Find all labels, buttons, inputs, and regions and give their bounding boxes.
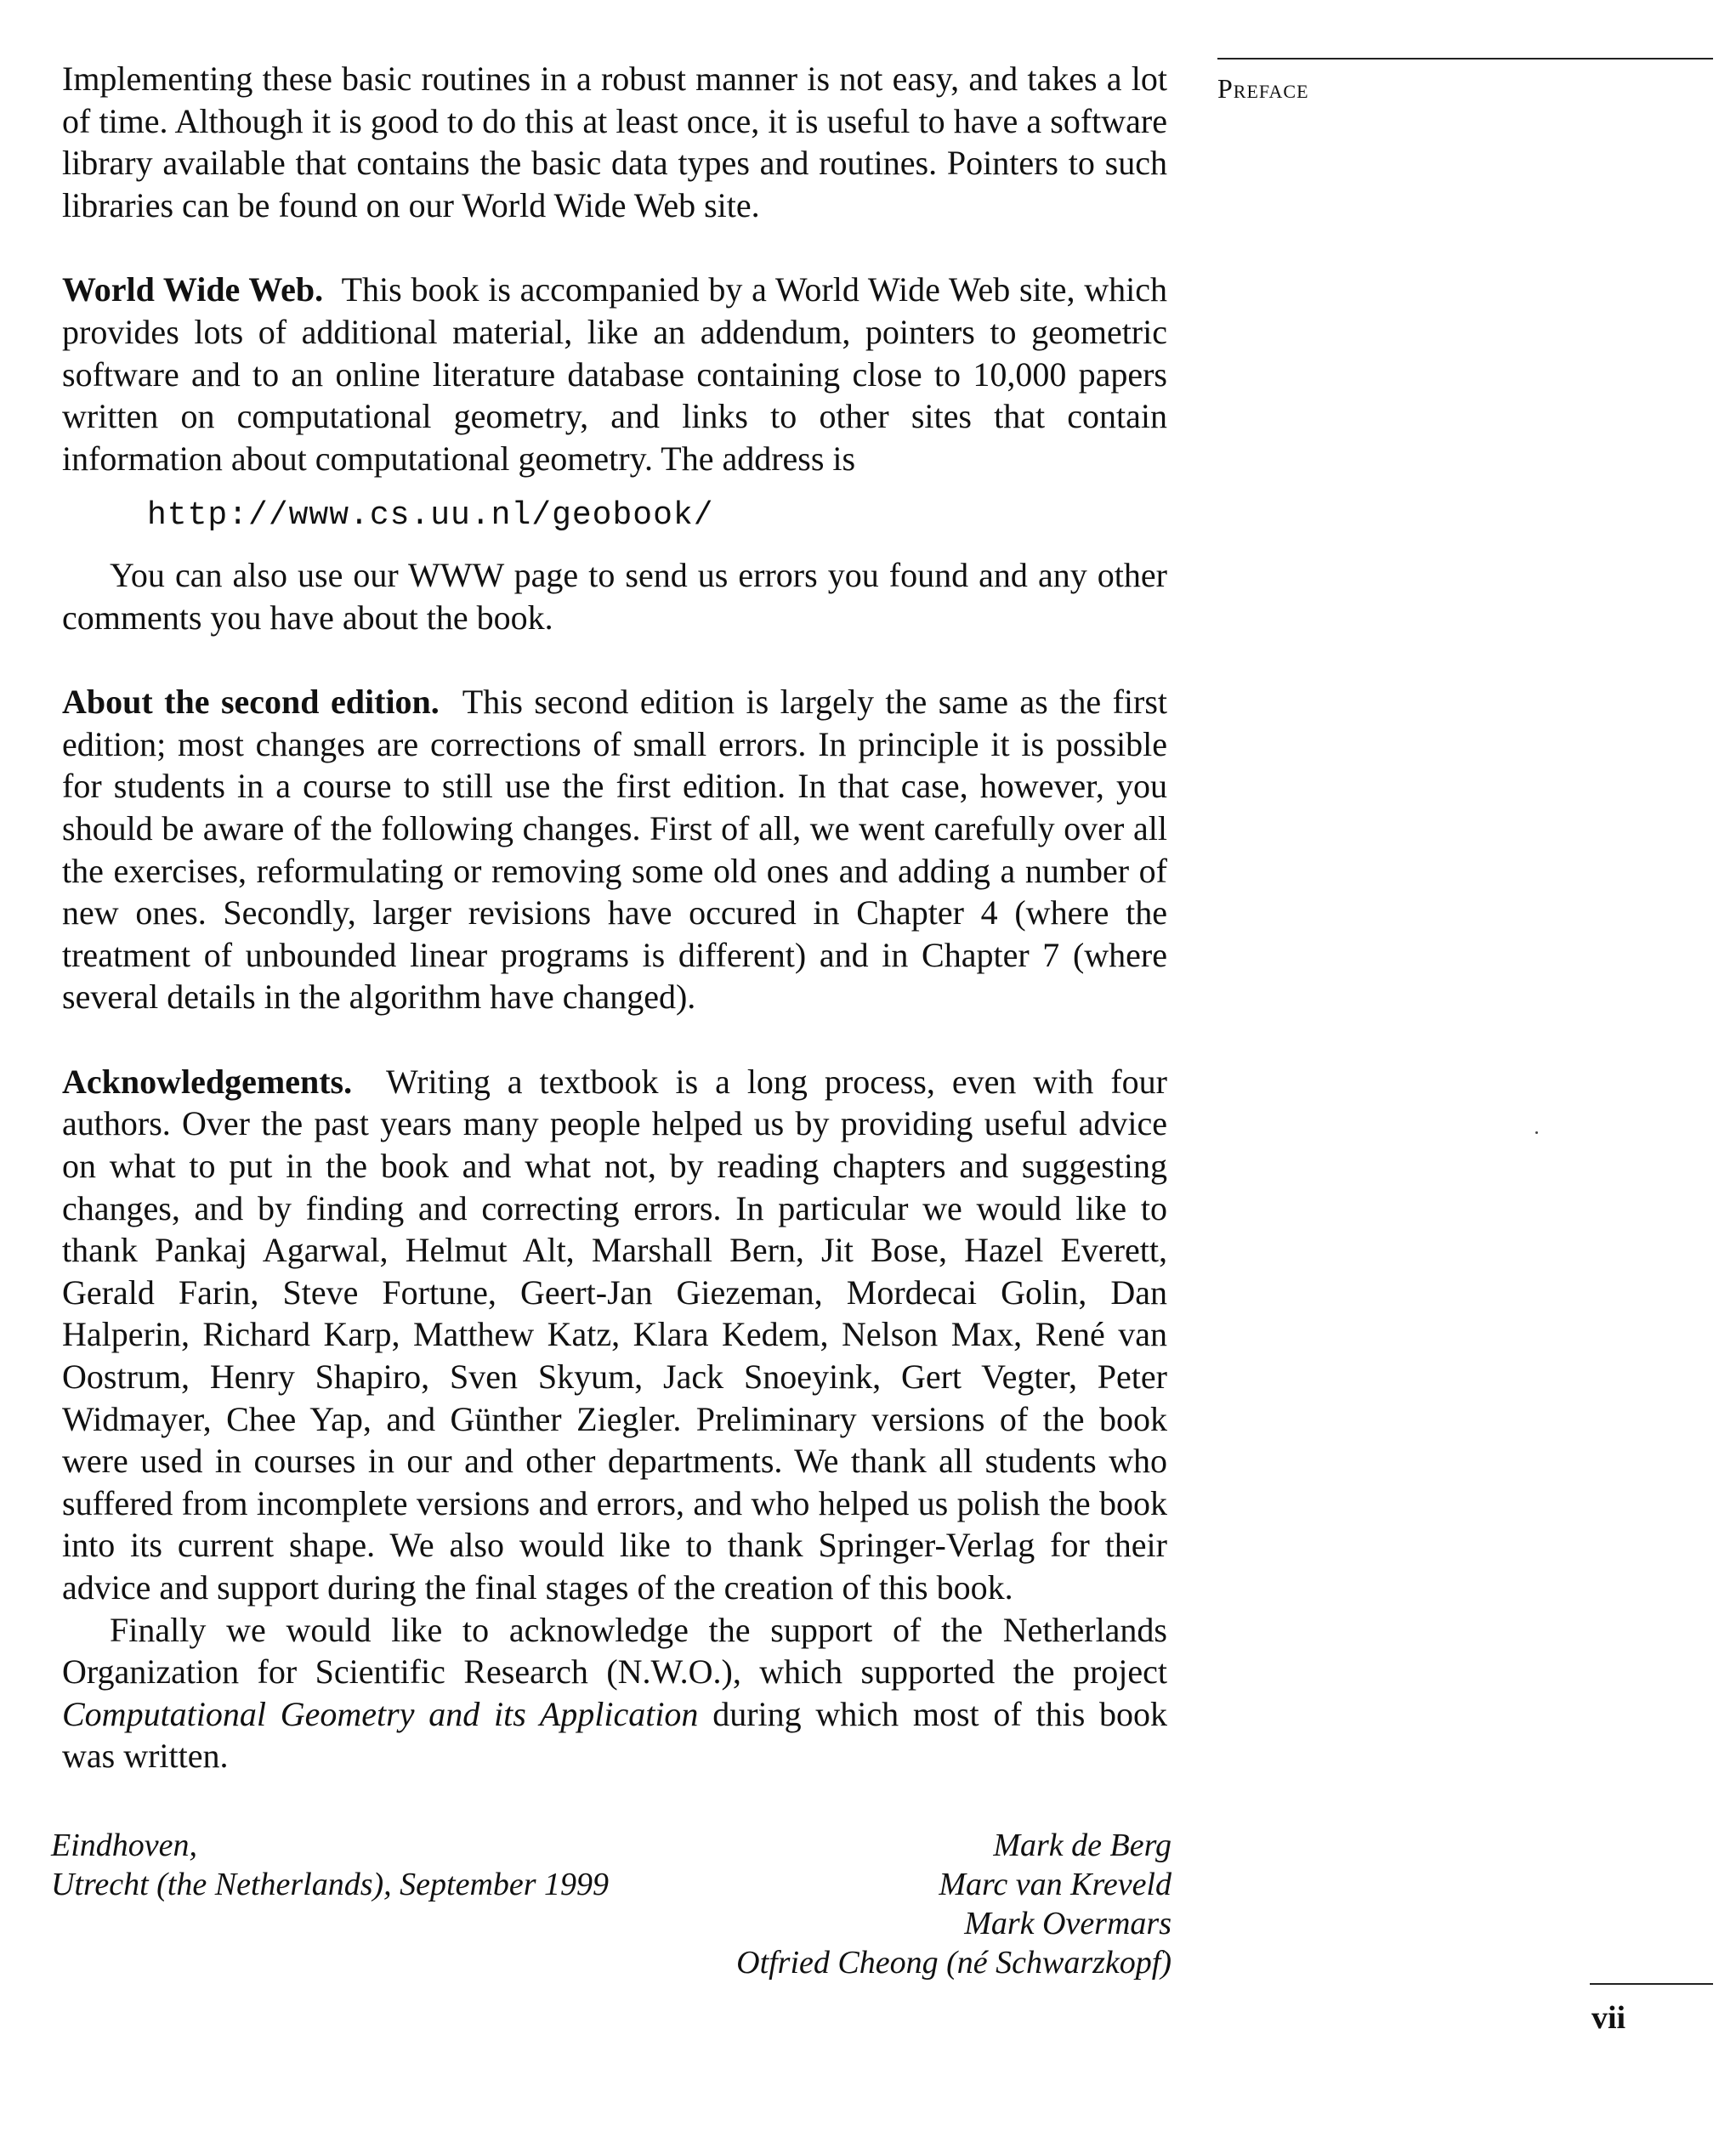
signature-authors (736, 1826, 1172, 1982)
acknowledgements-paragraph (62, 1061, 1167, 1609)
author: Otfried Cheong (né Schwarzkopf) (736, 1945, 1172, 1981)
second-edition-body: This second edition is largely the same as the first edition; most changes are corrections of small errors. In principle it is possible for students in a course to still use the first edition. In that case, however, you should be aware of the following changes. First of all, we went carefully over all the exercises, reformulating or removing some old ones and adding a number of new ones. Secondly, larger revisions have occured in Chapter 4 (where the treatment of unbounded linear programs is different) and in Chapter 7 (where several details in the algorithm have changed). (62, 683, 1168, 1017)
www-paragraph (62, 269, 1167, 479)
project-title: Computational Geometry and its Application (62, 1694, 699, 1733)
place-line-2: Utrecht (the Netherlands), September 1999 (51, 1867, 610, 1902)
www-heading: World Wide Web. (62, 270, 324, 309)
page-number: vii (1591, 2000, 1626, 2036)
author: Marc van Kreveld (939, 1867, 1172, 1902)
author: Mark Overmars (964, 1906, 1172, 1941)
running-head-rule (1217, 58, 1713, 60)
final-post: during which most of this book was written. (62, 1694, 1168, 1776)
second-edition-heading: About the second edition. (62, 683, 440, 722)
second-edition-paragraph (62, 681, 1167, 1018)
page-body (62, 58, 1167, 1777)
author: Mark de Berg (993, 1828, 1172, 1863)
acknowledgements-heading: Acknowledgements. (62, 1062, 353, 1101)
www-followup: You can also use our WWW page to send us errors you found and any other comments you have about the book. (62, 555, 1167, 637)
acknowledgements-body: Writing a textbook is a long process, even with four authors. Over the past years many people helped us by providing useful advice on what to put in the book and what not, by reading chapters and suggesting changes, and by finding and correcting errors. In particular we would like to thank Pankaj Agarwal, Helmut Alt, Marshall Bern, Jit Bose, Hazel Everett, Gerald Farin, Steve Fortune, Geert-Jan Giezeman, Mordecai Golin, Dan Halperin, Richard Karp, Matthew Katz, Klara Kedem, Nelson Max, René van Oostrum, Henry Shapiro, Sven Skyum, Jack Snoeyink, Gert Vegter, Peter Widmayer, Chee Yap, and Günther Ziegler. Preliminary versions of the book were used in courses in our and other departments. We thank all students who suffered from incomplete versions and errors, and who helped us polish the book into its current shape. We also would like to thank Springer-Verlag for their advice and support during the final stages of the creation of this book. (62, 1062, 1168, 1607)
running-head: Preface (1217, 73, 1309, 104)
final-pre: Finally we would like to acknowledge the support of the Netherlands Organization for Scientific Research (N.W.O.), which supported the project (62, 1610, 1167, 1692)
intro-paragraph: Implementing these basic routines in a robust manner is not easy, and takes a lot of time. Although it is good to do this at least once, it is useful to have a software library available that contains the basic data types and routines. Pointers to such libraries can be found on our World Wide Web site. (62, 60, 1167, 224)
www-body: This book is accompanied by a World Wide Web site, which provides lots of additional material, like an addendum, pointers to geometric software and to an online literature database containing close to 10,000 papers written on computational geometry, and links to other sites that contain information about computational geometry. The address is (62, 270, 1167, 478)
page-number-rule (1590, 1983, 1713, 1985)
place-line-1: Eindhoven, (51, 1828, 198, 1863)
website-url: http://www.cs.uu.nl/geobook/ (147, 497, 714, 535)
scan-speck (1535, 1131, 1538, 1134)
final-paragraph (62, 1609, 1167, 1777)
signature-place (51, 1826, 609, 1904)
